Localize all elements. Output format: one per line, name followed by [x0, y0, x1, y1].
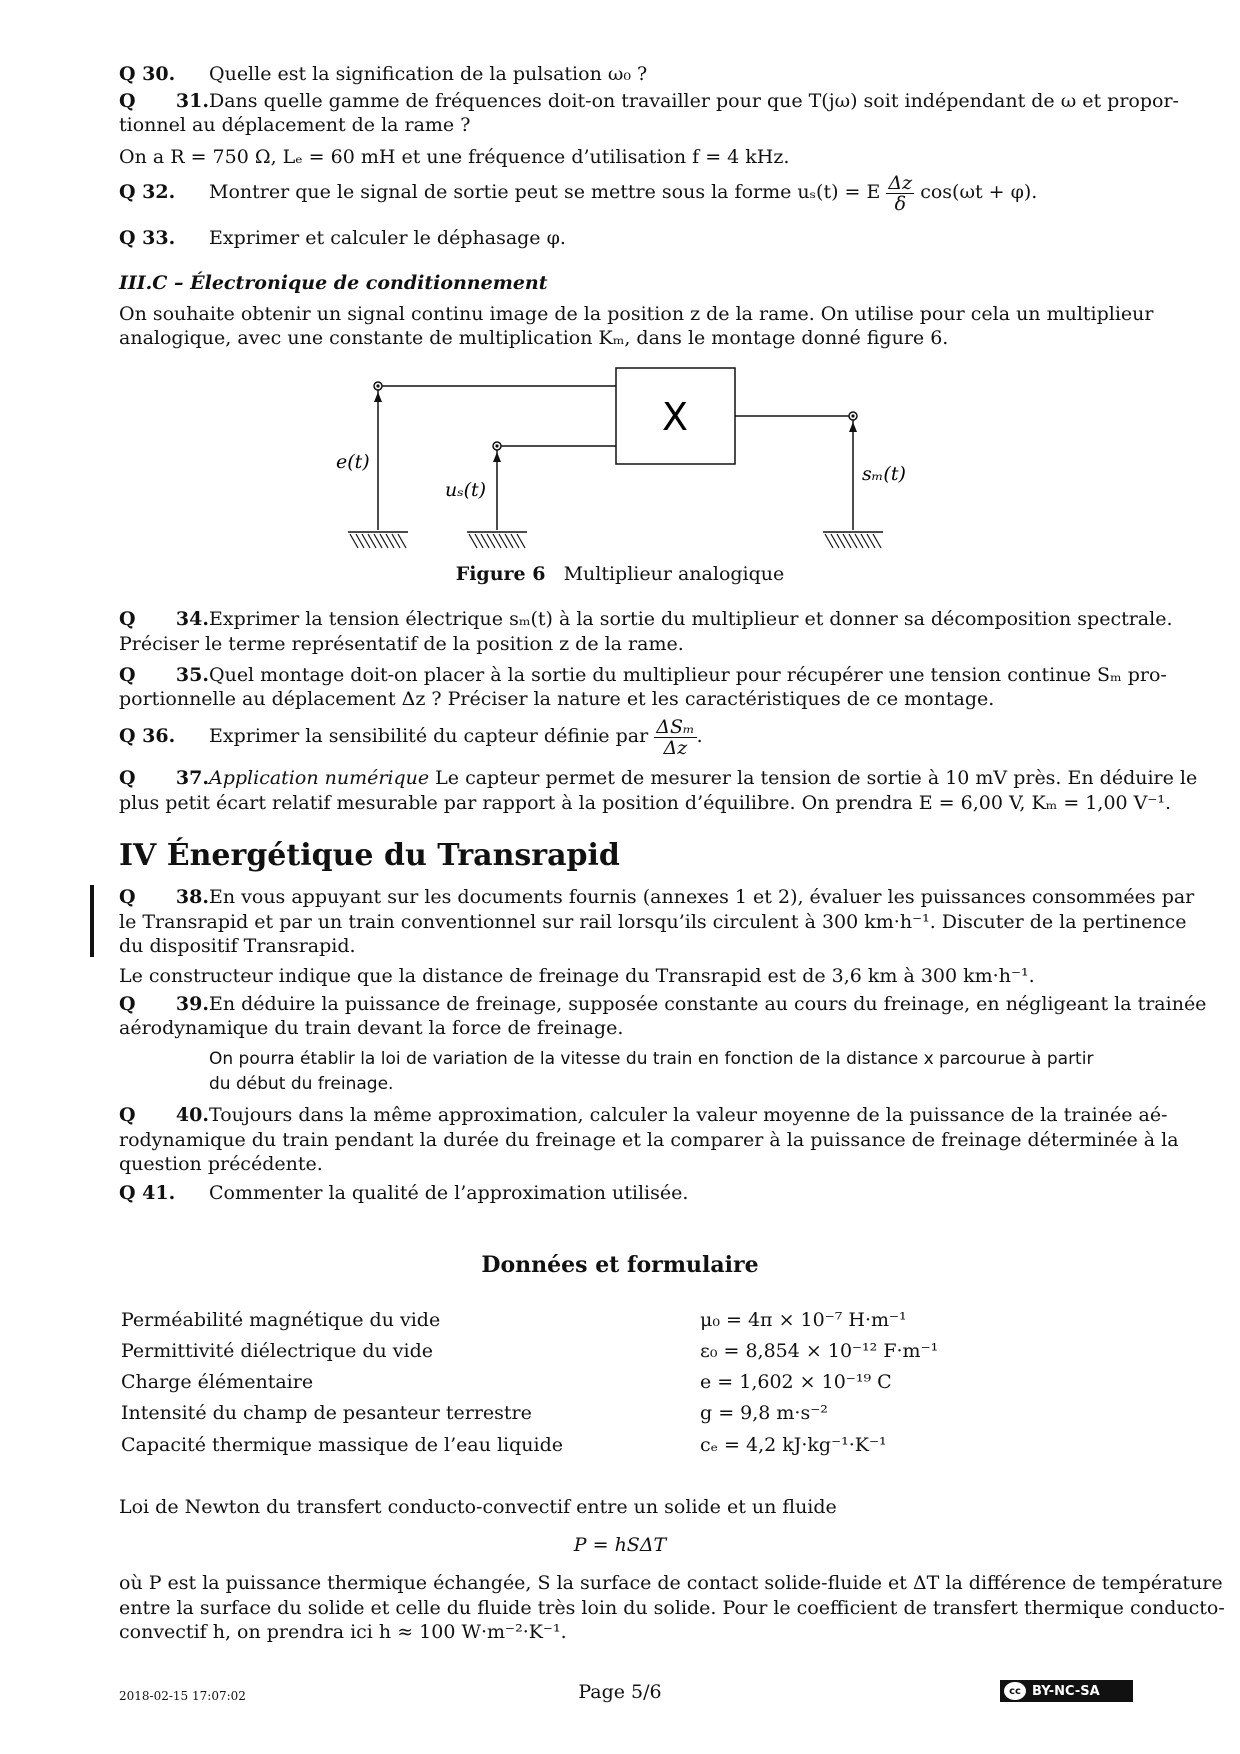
question-number: Q 40. [119, 1104, 209, 1126]
constant-value: cₑ = 4,2 kJ·kg⁻¹·K⁻¹ [700, 1434, 887, 1456]
question-number: Q 33. [119, 227, 176, 249]
question-italic: Application numérique [209, 767, 430, 789]
question-39-line2: aérodynamique du train devant la force de freinage. [119, 1017, 624, 1039]
multiplier-circuit-diagram [0, 0, 1240, 600]
question-number: Q 35. [119, 664, 209, 686]
fraction-denominator: Δz [663, 736, 688, 759]
figure-caption [0, 563, 1240, 585]
constant-label: Charge élémentaire [121, 1371, 314, 1393]
label-e: e(t) [336, 451, 370, 473]
data-section-title: Données et formulaire [481, 1252, 759, 1278]
label-us: uₛ(t) [445, 479, 487, 501]
question-34-line1 [119, 607, 1173, 631]
question-text-after: . [696, 725, 703, 747]
question-text: Exprimer la tension électrique sₘ(t) à la sortie du multiplieur et donner sa décomposition spectrale. [209, 608, 1173, 630]
question-40-line1 [119, 1103, 1168, 1127]
question-number: Q 32. [119, 181, 176, 203]
fraction-denominator: δ [894, 192, 907, 215]
question-number: Q 34. [119, 608, 209, 630]
question-number: Q 39. [119, 993, 209, 1015]
question-text: Exprimer et calculer le déphasage φ. [209, 227, 566, 249]
newton-law-formula: P = hSΔT [573, 1534, 667, 1556]
question-text: En vous appuyant sur les documents fournis (annexes 1 et 2), évaluer les puissances consommées par [209, 886, 1195, 908]
section-intro-line1: On souhaite obtenir un signal continu image de la position z de la rame. On utilise pour cela un multiplieur [119, 303, 1154, 325]
question-text: Commenter la qualité de l’approximation utilisée. [209, 1182, 689, 1204]
constant-value: ε₀ = 8,854 × 10⁻¹² F·m⁻¹ [700, 1340, 939, 1362]
question-37-line1 [119, 766, 1198, 790]
question-number: Q 38. [119, 886, 209, 908]
question-40-line3: question précédente. [119, 1153, 323, 1175]
constant-label: Capacité thermique massique de l’eau liquide [121, 1434, 564, 1456]
question-text: Le capteur permet de mesurer la tension de sortie à 10 mV près. En déduire le [429, 767, 1198, 789]
section-heading: IV Énergétique du Transrapid [119, 838, 620, 873]
newton-law-line3: convectif h, on prendra ici h ≈ 100 W·m⁻²·K⁻¹. [119, 1621, 567, 1643]
figure-caption-text: Multiplieur analogique [563, 563, 785, 585]
newton-law-line1: où P est la puissance thermique échangée, S la surface de contact solide-fluide et ΔT la différence de température [119, 1572, 1223, 1594]
question-38-line2: le Transrapid et par un train conventionnel sur rail lorsqu’ils circulent à 300 km·h⁻¹. Discuter de la pertinence [119, 911, 1187, 933]
section-intro-line2: analogique, avec une constante de multiplication Kₘ, dans le montage donné figure 6. [119, 327, 949, 349]
question-text-after: cos(ωt + φ). [920, 181, 1038, 203]
question-40-line2: rodynamique du train pendant la durée du freinage et la comparer à la puissance de freinage déterminée à la [119, 1129, 1179, 1151]
question-text: En déduire la puissance de freinage, supposée constante au cours du freinage, en négligeant la trainée [209, 993, 1207, 1015]
newton-law-line2: entre la surface du solide et celle du fluide très loin du solide. Pour le coefficient de transfert thermique conducto- [119, 1597, 1225, 1619]
question-31-line2: tionnel au déplacement de la rame ? [119, 114, 471, 136]
license-text: BY-NC-SA [1032, 1683, 1100, 1699]
question-number: Q 30. [119, 63, 176, 85]
constant-value: g = 9,8 m·s⁻² [700, 1402, 828, 1424]
question-34-line2: Préciser le terme représentatif de la position z de la rame. [119, 633, 684, 655]
figure-number: Figure 6 [455, 563, 546, 585]
fraction [654, 717, 696, 758]
braking-distance-text: Le constructeur indique que la distance de freinage du Transrapid est de 3,6 km à 300 km·h⁻¹. [119, 965, 1035, 987]
question-text: Exprimer la sensibilité du capteur définie par [209, 725, 649, 747]
constant-value: μ₀ = 4π × 10⁻⁷ H·m⁻¹ [700, 1309, 907, 1331]
question-36 [119, 714, 1134, 758]
values-line: On a R = 750 Ω, Lₑ = 60 mH et une fréquence d’utilisation f = 4 kHz. [119, 146, 790, 168]
question-37-line2: plus petit écart relatif mesurable par rapport à la position d’équilibre. On prendra E = 6,00 V, Kₘ = 1,00 V⁻¹. [119, 792, 1172, 814]
cc-icon: cc [1004, 1682, 1026, 1700]
change-bar [90, 885, 94, 957]
multiplier-label: X [661, 395, 689, 439]
question-text: Toujours dans la même approximation, calculer la valeur moyenne de la puissance de la trainée aé- [209, 1104, 1168, 1126]
question-number: Q 31. [119, 90, 209, 112]
constant-label: Perméabilité magnétique du vide [121, 1309, 441, 1331]
page-number: Page 5/6 [578, 1681, 662, 1703]
footer-timestamp: 2018-02-15 17:07:02 [119, 1689, 246, 1703]
question-41 [119, 1181, 1134, 1205]
question-number: Q 41. [119, 1182, 176, 1204]
question-35-line1 [119, 663, 1167, 687]
question-38-line1 [119, 885, 1195, 909]
section-title: III.C – Électronique de conditionnement [119, 272, 548, 294]
hint-line1: On pourra établir la loi de variation de la vitesse du train en fonction de la distance x parcourue à partir [209, 1049, 1094, 1069]
newton-law-intro: Loi de Newton du transfert conducto-convectif entre un solide et un fluide [119, 1496, 837, 1518]
ground-symbol [350, 534, 881, 548]
question-number: Q 36. [119, 725, 176, 747]
question-35-line2: portionnelle au déplacement Δz ? Préciser la nature et les caractéristiques de ce montage. [119, 688, 995, 710]
question-text: Quel montage doit-on placer à la sortie du multiplieur pour récupérer une tension continue Sₘ pro- [209, 664, 1167, 686]
hint-line2: du début du freinage. [209, 1074, 394, 1094]
question-39-line1 [119, 992, 1207, 1016]
constant-label: Permittivité diélectrique du vide [121, 1340, 434, 1362]
question-text: Montrer que le signal de sortie peut se mettre sous la forme uₛ(t) = E [209, 181, 881, 203]
question-number: Q 37. [119, 767, 209, 789]
fraction-numerator: Δz [888, 171, 913, 194]
label-sm: sₘ(t) [862, 463, 906, 485]
constant-label: Intensité du champ de pesanteur terrestre [121, 1402, 532, 1424]
constant-value: e = 1,602 × 10⁻¹⁹ C [700, 1371, 892, 1393]
question-text: Quelle est la signification de la pulsation ω₀ ? [209, 63, 648, 85]
question-38-line3: du dispositif Transrapid. [119, 935, 356, 957]
question-text: Dans quelle gamme de fréquences doit-on travailler pour que T(jω) soit indépendant de ω et propor- [209, 90, 1179, 112]
fraction-numerator: ΔSₘ [656, 715, 695, 738]
license-badge [1000, 1680, 1133, 1702]
